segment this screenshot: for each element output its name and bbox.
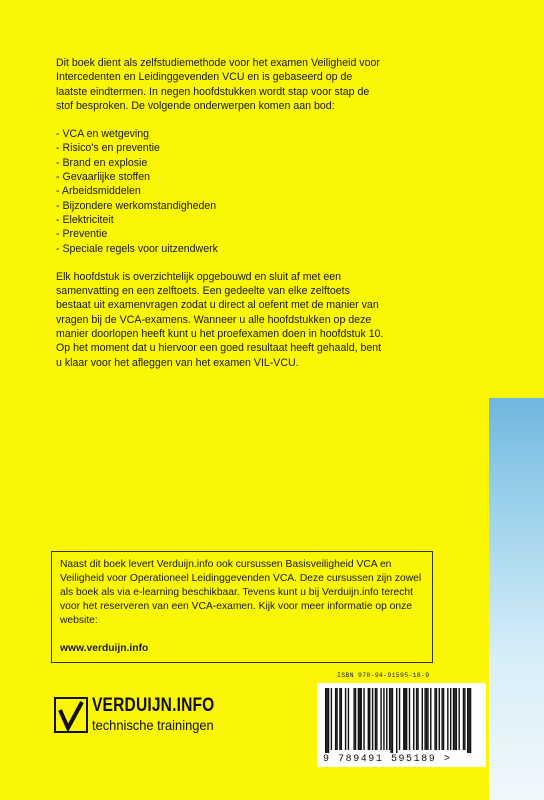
barcode-bar <box>417 688 418 750</box>
barcode-bar <box>358 688 359 750</box>
topic-item: - Brand en explosie <box>56 156 148 169</box>
barcode-bar <box>406 688 407 750</box>
barcode <box>317 683 486 767</box>
barcode-bar <box>325 688 326 753</box>
barcode-bar <box>456 688 457 750</box>
barcode-bar <box>426 688 427 750</box>
barcode-bar <box>353 688 354 750</box>
barcode-bar <box>409 688 410 750</box>
barcode-bar <box>383 688 384 750</box>
barcode-bar <box>427 688 428 750</box>
barcode-bar <box>396 688 397 753</box>
topic-item: - Elektriciteit <box>56 213 114 226</box>
barcode-bar <box>363 688 364 750</box>
barcode-bars <box>317 683 486 753</box>
logo-name: VERDUIJN.INFO <box>92 695 215 716</box>
barcode-bar <box>468 688 469 753</box>
topic-item: - Gevaarlijke stoffen <box>56 171 151 184</box>
topic-item: - Risico's en preventie <box>56 142 160 155</box>
logo-tagline: technische trainingen <box>92 717 214 733</box>
barcode-bar <box>369 688 370 750</box>
isbn-caption: ISBN 978-94-91595-18-9 <box>337 672 430 679</box>
barcode-bar <box>416 688 417 750</box>
barcode-bar <box>372 688 373 750</box>
intro-paragraph: Dit boek dient als zelfstudiemethode voor het examen Veiligheid voor Intercedenten en Leidinggevenden VCU en is gebaseerd op de laatste eindtermen. In negen hoofdstukken wordt stap voor stap de stof besproken. De volgende onderwerpen komen aan bod: <box>56 57 380 112</box>
barcode-bar <box>403 688 404 750</box>
topic-list <box>56 127 386 256</box>
barcode-bar <box>443 688 444 750</box>
intro-text <box>56 56 386 370</box>
summary-paragraph: Elk hoofdstuk is overzichtelijk opgebouwd en sluit af met een samenvatting en een zelftoets. Een gedeelte van elke zelftoets bestaat uit examenvragen zodat u direct al oefent met de manier van vragen bij de VCA-examens. Wanneer u alle hoofdstukken op deze manier doorlopen heeft kunt u het proefexamen doen in hoofdstuk 10. Op het moment dat u hiervoor een goed resultaat heeft gehaald, bent u klaar voor het afleggen van het examen VIL-VCU. <box>56 270 384 369</box>
barcode-bar <box>336 688 337 750</box>
barcode-bar <box>390 688 391 753</box>
barcode-bar <box>355 688 356 750</box>
barcode-bar <box>339 688 340 750</box>
barcode-bar <box>453 688 454 750</box>
barcode-bar <box>422 688 423 750</box>
side-gradient-strip <box>489 398 544 800</box>
barcode-bar <box>434 688 435 750</box>
info-box <box>51 551 433 663</box>
barcode-bar <box>361 688 362 750</box>
barcode-bar <box>331 688 332 750</box>
barcode-bar <box>389 688 390 750</box>
topic-item: - Arbeidsmiddelen <box>56 185 141 198</box>
barcode-bar <box>439 688 440 750</box>
barcode-bar <box>447 688 448 750</box>
barcode-bar <box>348 688 349 750</box>
barcode-bar <box>464 688 465 750</box>
checkmark-icon <box>54 697 88 733</box>
barcode-bar <box>436 688 437 750</box>
barcode-bar <box>430 688 431 750</box>
barcode-bar <box>413 688 414 750</box>
barcode-bar <box>386 688 387 750</box>
barcode-bar <box>454 688 455 750</box>
barcode-bar <box>467 688 468 753</box>
barcode-bar <box>359 688 360 750</box>
info-text: Naast dit boek levert Verduijn.info ook cursussen Basisveiligheid VCA en Veiligheid voor Operationeel Leidinggevenden VCA. Deze cursussen zijn zowel als boek als via e-learning beschikbaar. Tevens kunt u bij Verduijn.info terecht voor het reserveren van een VCA-examen. Kijk voor meer informatie op onze website: <box>60 559 422 626</box>
barcode-bar <box>458 688 459 750</box>
barcode-bar <box>341 688 342 750</box>
barcode-bar <box>424 688 425 750</box>
barcode-bar <box>380 688 381 750</box>
barcode-bar <box>328 688 329 753</box>
topic-item: - VCA en wetgeving <box>56 128 150 141</box>
barcode-bar <box>368 688 369 750</box>
barcode-bar <box>335 688 336 750</box>
barcode-bar <box>326 688 327 753</box>
barcode-bar <box>470 688 471 753</box>
topic-item: - Bijzondere werkomstandigheden <box>56 199 217 212</box>
website-link[interactable]: www.verduijn.info <box>60 642 149 654</box>
barcode-bar <box>375 688 376 750</box>
publisher-logo <box>54 697 234 737</box>
topic-item: - Preventie <box>56 228 108 241</box>
barcode-bar <box>392 688 393 753</box>
topic-item: - Speciale regels voor uitzendwerk <box>56 242 218 255</box>
barcode-bar <box>441 688 442 750</box>
barcode-bar <box>376 688 377 750</box>
barcode-bar <box>405 688 406 750</box>
barcode-bar <box>345 688 346 750</box>
barcode-digits: 9 789491 595189 > <box>323 754 452 765</box>
barcode-bar <box>463 688 464 750</box>
barcode-bar <box>450 688 451 750</box>
barcode-bar <box>399 688 400 750</box>
